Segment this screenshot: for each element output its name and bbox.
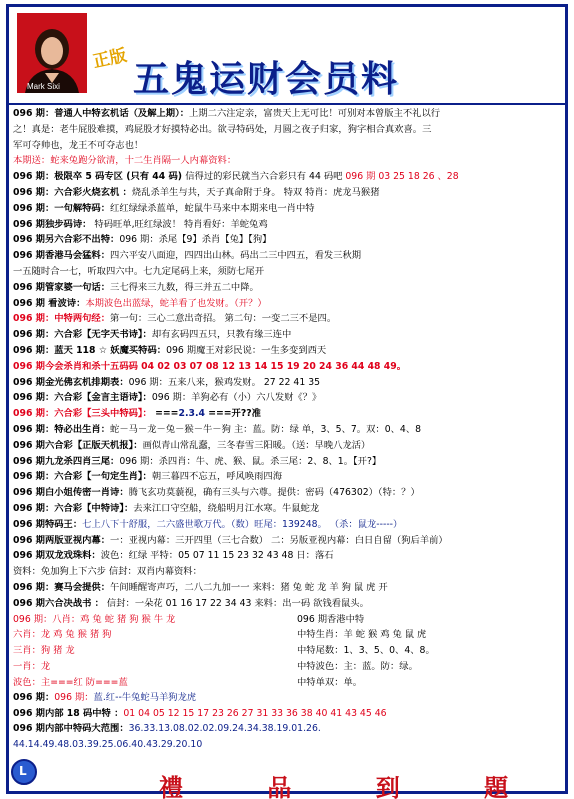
content-line-segment: 蛇－马－龙－兔－猴－牛－狗 主：蓝。防：绿 单，3、5、7。双：0、4、8: [110, 423, 422, 435]
content-line-segment: 腾飞玄功莫藐视，确有三头与六尊。提供：密码（476302）（特：？）: [128, 487, 420, 499]
content-line-segment: 特码旺单,旺红绿波！ 特肖看好：羊蛇兔鸡: [91, 218, 268, 230]
content-line-segment: 烧乱杀羊生与共，天子真命附于身。 特双 特肖：虎龙马猴猪: [131, 186, 380, 198]
content-line-segment: 096 期管家婆一句话：: [13, 281, 111, 293]
content-line: [13, 232, 565, 248]
content-line-segment: 096 期两版亚视内幕：: [13, 534, 111, 546]
content-line: [13, 548, 565, 564]
zodiac-pick-line: [13, 643, 285, 659]
footer-line: [13, 737, 565, 753]
content-line-segment: 096 期：赛马会提供：: [13, 581, 111, 593]
content-line: [13, 517, 565, 533]
content-line-segment: 一五随时合一七，听取四六中。七九定尾码上来，须防七尾开: [13, 265, 265, 277]
content-line-segment: 096 期九龙杀四肖三尾：: [13, 455, 120, 467]
zodiac-pick-line-segment: 波色：主===红 防===蓝: [13, 676, 128, 688]
zodiac-pick-line-segment: 六肖：龙 鸡 兔 猴 猪 狗: [13, 629, 112, 641]
content-line-segment: 本期波色出蓝绿，蛇羊看了也发财。（开？）: [85, 297, 267, 309]
host-photo: [17, 13, 87, 93]
content-line: [13, 153, 565, 169]
content-line-segment: 096 期：中特两句经：: [13, 313, 111, 325]
zodiac-pick-line: [13, 690, 285, 706]
content-line-segment: 画似青山常乱蠢，三冬春雪三阳暖。（送：早晚八龙活）: [142, 439, 371, 451]
content-line-segment: 第一句：三心二意出奇招。 第二句：一变二三不是四。: [110, 313, 337, 325]
footer-line-segment: 096 期内部 18 码中特 ：: [13, 707, 124, 719]
content-line: [13, 201, 565, 217]
footer-line-segment: 096 期内部中特码大范围：: [13, 723, 129, 735]
content-line-segment: 盛世歌万代。（数）旺尾：139248。 （杀：鼠龙-----）: [175, 518, 403, 530]
content-line-segment: 红红绿绿杀蓝单，蛇鼠牛马来中本期来电一肖中特: [110, 202, 315, 214]
content-line-segment: 096 期：六合彩火烧玄机 ：: [13, 186, 132, 198]
content-line: [13, 454, 565, 470]
content-line-segment: 096 期：蓝天 118 ☆ 妖魔买特码：: [13, 344, 167, 356]
content-line-segment: 资料：免加狗上下六步 信封：双肖内幕资料：: [13, 566, 202, 578]
content-line-segment: 096 期：六合彩【金言主语诗】：: [13, 392, 152, 404]
content-line-segment: ===开??准: [204, 408, 261, 420]
footer-lines: [13, 706, 565, 753]
hongkong-pick-line: 中特波色：主：蓝。防：绿。: [297, 660, 418, 672]
content-line: [13, 248, 565, 264]
content-line: [13, 438, 565, 454]
content-line: [13, 122, 565, 138]
content-line: [13, 596, 565, 612]
content-line-segment: 信封：一朵花 01 16 17 22 34 43 来料：出一码 欲钱看鼠头。: [103, 597, 369, 609]
hongkong-pick-line: 中特单双：单。: [297, 676, 363, 688]
content-line-segment: 朝三暮四不忘五，呼风唤雨四海: [151, 471, 283, 483]
content-line-segment: 096 期独步码诗：: [13, 218, 92, 230]
hongkong-pick-line: 096 期香港中特: [297, 613, 365, 625]
content-line-segment: 四六平安八面迎，四四出山林。码出二三中四五，看发三秋期: [110, 250, 362, 262]
content-line-segment: 却有玄码四五只，只教有缘三连中: [151, 329, 292, 341]
content-line-segment: 096 期六合决战书 ：: [13, 597, 104, 609]
zodiac-pick-line: [13, 659, 285, 675]
content-line-segment: 波色：红绿 平特：05 07 11 15 23 32 43 48 日：落石: [100, 550, 334, 562]
zodiac-pick-line: [13, 675, 285, 691]
content-line-segment: ===: [151, 408, 179, 420]
content-body: [13, 106, 565, 753]
hongkong-pick-line: 中特尾数：1、3、5、0、4、8。: [297, 645, 435, 657]
content-line-segment: 096 期魔王对彩民说：一生多变到西天: [166, 344, 327, 356]
header: [9, 7, 565, 105]
content-line-segment: 午间睡醒寄声巧，二八二九加一一 来料：猪 兔 蛇 龙 羊 狗 鼠 虎 开: [110, 581, 388, 593]
content-line: [13, 359, 565, 375]
content-line: [13, 469, 565, 485]
document-frame: [6, 4, 568, 799]
footer-line-segment: 44.14.49.48.03.39.25.06.40.43.29.20.10: [13, 739, 203, 751]
content-line: [13, 343, 565, 359]
content-line: [13, 422, 565, 438]
zodiac-pick-line: [13, 627, 285, 643]
content-line-segment: 096 期：六合彩【一句定生肖】：: [13, 471, 152, 483]
genuine-badge: 正版: [91, 45, 129, 73]
footer-line-segment: 01 04 05 12 15 17 23 26 27 31 33 36 38 40 41 43 45 46: [123, 707, 387, 719]
content-line-segment: 本期送：蛇来兔跑分欲清，十二生肖隔一人内幕资料：: [13, 155, 237, 167]
footer-line-segment: 36.33.13.08.02.02.09.24.34.38.19.01.26.: [128, 723, 321, 735]
bottom-banner: 禮 品 到 題: [159, 774, 547, 799]
content-line: [13, 327, 565, 343]
zodiac-pick-line-segment: 096 期：八肖：鸡 兔 蛇 猪 狗 猴 牛 龙: [13, 613, 176, 625]
hongkong-pick-line: 中特生肖：羊 蛇 猴 鸡 兔 鼠 虎: [297, 629, 427, 641]
content-line-segment: 096 期：六合彩【三头中特码】：: [13, 408, 152, 420]
content-line: [13, 169, 565, 185]
content-line: [13, 375, 565, 391]
content-line-segment: 一：亚视内幕：三开四里（三七合数） 二：另版亚视内幕：白日自留（狗后羊前）: [110, 534, 448, 546]
content-line-segment: 信得过的彩民就当六合彩只有 44 码吧: [185, 171, 346, 183]
round-logo-icon: L: [11, 759, 37, 785]
hongkong-picks-column: [297, 612, 563, 691]
content-line: [13, 390, 565, 406]
content-line: [13, 580, 565, 596]
content-line: [13, 533, 565, 549]
content-line: [13, 311, 565, 327]
content-line: [13, 296, 565, 312]
content-line-segment: 军可夺帅也，龙王不可夺志也！: [13, 139, 144, 151]
content-line-segment: 096 期：一句解特码：: [13, 202, 111, 214]
content-line: [13, 406, 565, 422]
page-title: 五鬼运财会员料: [133, 58, 400, 100]
content-line-segment: 去来江口守空船，绕船明月江水寒。牛鼠蛇龙: [133, 502, 320, 514]
zodiac-pick-line-segment: 096 期：: [54, 692, 94, 704]
zodiac-pick-line-segment: 096 期：: [13, 692, 55, 704]
footer-line: [13, 706, 565, 722]
content-line-segment: 之！真是：老牛屁股难摸，鸡屁股才好摸特必出。欲寻特码处，月圆之夜子归家，狗字相合真欢喜。三: [13, 123, 432, 135]
content-line: [13, 185, 565, 201]
content-line: [13, 280, 565, 296]
content-line-segment: 096 期：六合彩【无字天书诗】：: [13, 329, 152, 341]
content-line-segment: 096 期：五来八来，猴鸡发财。 27 22 41 35: [128, 376, 321, 388]
content-line-segment: 七上八下十舒服，二六: [82, 518, 176, 530]
zodiac-pick-line-segment: 蓝.红--牛兔蛇马羊狗龙虎: [93, 692, 197, 704]
two-column-section: [13, 612, 565, 706]
content-line-segment: 096 期：杀四肖：牛、虎、猴、鼠。杀三尾：2、8、1。【开?】: [119, 455, 382, 467]
zodiac-pick-line: [13, 612, 285, 628]
content-line-segment: 096 期 看波诗：: [13, 297, 86, 309]
content-line-segment: 096 期六合彩【正版天机报】：: [13, 439, 143, 451]
content-line-segment: 096 期香港马会猛料：: [13, 250, 111, 262]
content-line-segment: 096 期：特必出生肖：: [13, 423, 111, 435]
footer-decoration: [9, 753, 565, 799]
content-line: [13, 485, 565, 501]
content-line-segment: 096 期：杀尾【9】杀肖【兔】【狗】: [119, 234, 272, 246]
content-line: [13, 138, 565, 154]
content-lines: [13, 106, 565, 612]
photo-caption: Mark Sixi: [27, 82, 60, 91]
zodiac-pick-line-segment: 一肖：龙: [13, 660, 51, 672]
content-line-segment: 096 期：六合彩【中特诗】：: [13, 502, 134, 514]
content-line-segment: 096 期双龙戏珠料：: [13, 550, 101, 562]
content-line-segment: 096 期：羊狗必有（小）六八发财《？》: [151, 392, 322, 404]
content-line: [13, 217, 565, 233]
footer-line: [13, 721, 565, 737]
content-line-segment: 096 期 03 25 18 26 、28: [345, 171, 459, 183]
content-line-segment: 096 期另六合彩不出特：: [13, 234, 120, 246]
content-line-segment: 三七得来三九数，得三并五二中降。: [110, 281, 259, 293]
content-line-segment: 096 期：普通人中特玄机话（及解上期）：: [13, 108, 190, 119]
content-line-segment: 上期二六注定亲，富贵天上无可比！可别对本曾版主不礼以行: [189, 108, 441, 119]
content-line-segment: 096 期今会杀肖和杀十五码码 04 02 03 07 08 12 13 14 15 19 20 24 36 44 48 49。: [13, 360, 406, 372]
portrait-image: [17, 13, 87, 93]
content-line: [13, 264, 565, 280]
content-line-segment: 096 期金光佛玄机排期表：: [13, 376, 129, 388]
content-line: [13, 564, 565, 580]
content-line: [13, 501, 565, 517]
content-line-segment: 096 期白小姐传密一肖诗：: [13, 487, 129, 499]
zodiac-pick-line-segment: 三肖：狗 猪 龙: [13, 645, 75, 657]
content-line: [13, 106, 565, 122]
content-line-segment: 096 期：极限卒 5 码专区 (只有 44 码): [13, 171, 186, 183]
content-line-segment: 096 期特码王：: [13, 518, 83, 530]
zodiac-picks-column: [13, 612, 285, 707]
content-line-segment: 2.3.4: [178, 408, 205, 420]
